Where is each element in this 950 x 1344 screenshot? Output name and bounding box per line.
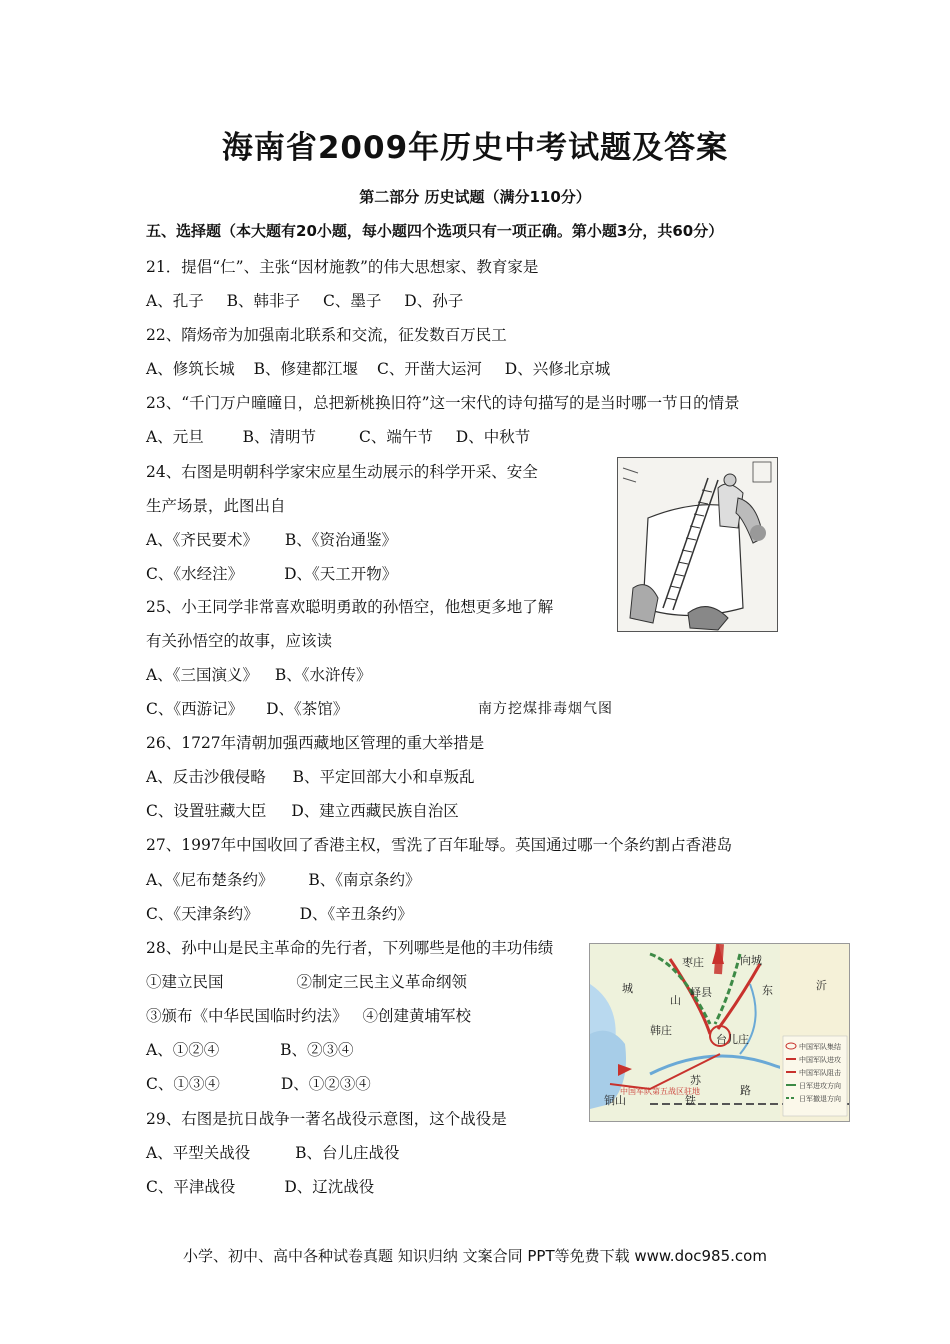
q24-option-d: D、《天工开物》 [284, 565, 398, 583]
q29-stem: 29、右图是抗日战争一著名战役示意图，这个战役是 [146, 1110, 507, 1128]
map-label-taierzhuang: 台儿庄 [716, 1033, 749, 1046]
map-label-yixian: 峄县 [690, 986, 712, 999]
map-label-shan: 山 [670, 994, 681, 1007]
map-label-tongshan: 铜山 [604, 1094, 626, 1107]
q25-options-cd [146, 697, 348, 719]
q23-option-d: D、中秋节 [455, 428, 531, 446]
q25-stem-line1: 25、小王同学非常喜欢聪明勇敢的孙悟空，他想更多地了解 [146, 598, 554, 616]
q24-option-b: B、《资治通鉴》 [284, 531, 398, 549]
q25-option-c: C、《西游记》 [146, 700, 244, 718]
q28-items-34 [146, 1004, 471, 1026]
section-heading: 五、选择题（本大题有20小题，每小题四个选项只有一项正确。第小题3分，共60分） [146, 222, 724, 240]
q24-stem-line2: 生产场景，此图出自 [146, 497, 286, 515]
q29-option-b: B、台儿庄战役 [295, 1144, 400, 1162]
legend-item-5: 日军撤退方向 [799, 1095, 841, 1103]
q25-option-a: A、《三国演义》 [146, 666, 258, 684]
q26-option-b: B、平定回部大小和卓叛乱 [292, 768, 475, 786]
battle-map [589, 943, 850, 1122]
q21-option-a: A、孔子 [146, 292, 204, 310]
q28-options-cd [146, 1072, 371, 1094]
q28-item-1: ①建立民国 [146, 973, 224, 991]
legend-item-3: 中国军队阻击 [799, 1069, 841, 1077]
q28-option-b: B、②③④ [280, 1041, 354, 1059]
q29-option-a: A、平型关战役 [146, 1144, 251, 1162]
q23-option-a: A、元旦 [146, 428, 204, 446]
q25-options-ab [146, 663, 372, 685]
q23-option-c: C、端午节 [358, 428, 433, 446]
map-label-zaozhuang: 枣庄 [682, 956, 704, 969]
q21-options [146, 289, 463, 311]
q26-option-c: C、设置驻藏大臣 [146, 802, 267, 820]
q28-option-a: A、①②④ [146, 1041, 220, 1059]
map-label-xiangcheng: 向城 [740, 954, 762, 967]
map-label-hanzhuang: 韩庄 [650, 1024, 672, 1037]
q28-option-c: C、①③④ [146, 1075, 220, 1093]
q28-options-ab [146, 1038, 354, 1060]
mining-drawing [618, 458, 777, 631]
q21-stem: 21．提倡“仁”、主张“因材施教”的伟大思想家、教育家是 [146, 258, 539, 276]
map-label-station: 中国军队第五战区驻地 [620, 1087, 700, 1096]
map-label-su: 苏 [690, 1074, 701, 1087]
map-label-yi: 沂 [816, 979, 827, 992]
q28-stem: 28、孙中山是民主革命的先行者，下列哪些是他的丰功伟绩 [146, 939, 554, 957]
q24-option-a: A、《齐民要术》 [146, 531, 258, 549]
q28-item-2: ②制定三民主义革命纲领 [296, 973, 467, 991]
q27-option-d: D、《辛丑条约》 [299, 905, 413, 923]
q28-option-d: D、①②③④ [280, 1075, 371, 1093]
footer-banner: 小学、初中、高中各种试卷真题 知识归纳 文案合同 PPT等免费下载 www.doc985.com [183, 1247, 767, 1265]
part-subtitle: 第二部分 历史试题（满分110分） [359, 188, 591, 206]
legend-item-4: 日军进攻方向 [799, 1082, 841, 1090]
mining-illustration [617, 457, 778, 632]
legend-item-1: 中国军队集结 [799, 1043, 841, 1051]
q29-option-d: D、辽沈战役 [284, 1178, 375, 1196]
q26-option-d: D、建立西藏民族自治区 [291, 802, 459, 820]
map-label-tie: 铁 [685, 1094, 696, 1107]
q22-stem: 22、隋炀帝为加强南北联系和交流，征发数百万民工 [146, 326, 507, 344]
q21-option-d: D、孙子 [404, 292, 464, 310]
q24-options-cd [146, 562, 397, 584]
q21-option-c: C、墨子 [322, 292, 382, 310]
map-label-cheng: 城 [622, 982, 633, 995]
q26-options-cd [146, 799, 459, 821]
map-label-lu: 路 [740, 1084, 751, 1097]
q25-stem-line2: 有关孙悟空的故事，应该读 [146, 632, 333, 650]
q22-option-b: B、修建都江堰 [253, 360, 359, 378]
battle-map-drawing [590, 944, 849, 1121]
q25-option-d: D、《茶馆》 [266, 700, 349, 718]
q28-item-4: ④创建黄埔军校 [362, 1007, 471, 1025]
q28-items-12 [146, 970, 467, 992]
q27-options-ab [146, 868, 421, 890]
q27-stem: 27、1997年中国收回了香港主权，雪洗了百年耻辱。英国通过哪一个条约割占香港岛 [146, 836, 733, 854]
q27-option-b: B、《南京条约》 [308, 871, 421, 889]
q23-stem: 23、“千门万户曈曈日，总把新桃换旧符”这一宋代的诗句描写的是当时哪一节日的情景 [146, 394, 740, 412]
q23-option-b: B、清明节 [242, 428, 317, 446]
legend-item-2: 中国军队进攻 [799, 1056, 841, 1064]
q25-option-b: B、《水浒传》 [274, 666, 372, 684]
q27-option-c: C、《天津条约》 [146, 905, 259, 923]
q26-options-ab [146, 765, 475, 787]
q24-options-ab [146, 528, 397, 550]
q24-stem-line1: 24、右图是明朝科学家宋应星生动展示的科学开采、安全 [146, 463, 538, 481]
q22-option-a: A、修筑长城 [146, 360, 235, 378]
q22-option-c: C、开凿大运河 [376, 360, 482, 378]
map-legend [783, 1036, 847, 1116]
q23-options [146, 425, 530, 447]
q21-option-b: B、韩非子 [226, 292, 301, 310]
q24-option-c: C、《水经注》 [146, 565, 244, 583]
q27-option-a: A、《尼布楚条约》 [146, 871, 274, 889]
q22-options [146, 357, 610, 379]
mining-image-caption: 南方挖煤排毒烟气图 [478, 701, 613, 717]
map-label-dong: 东 [762, 984, 773, 997]
q26-stem: 26、1727年清朝加强西藏地区管理的重大举措是 [146, 734, 485, 752]
q28-item-3: ③颁布《中华民国临时约法》 [146, 1007, 348, 1025]
q29-options-ab [146, 1141, 400, 1163]
q26-option-a: A、反击沙俄侵略 [146, 768, 266, 786]
page-title: 海南省2009年历史中考试题及答案 [221, 130, 729, 166]
q22-option-d: D、兴修北京城 [504, 360, 611, 378]
q29-option-c: C、平津战役 [146, 1178, 236, 1196]
q29-options-cd [146, 1175, 374, 1197]
q27-options-cd [146, 902, 413, 924]
